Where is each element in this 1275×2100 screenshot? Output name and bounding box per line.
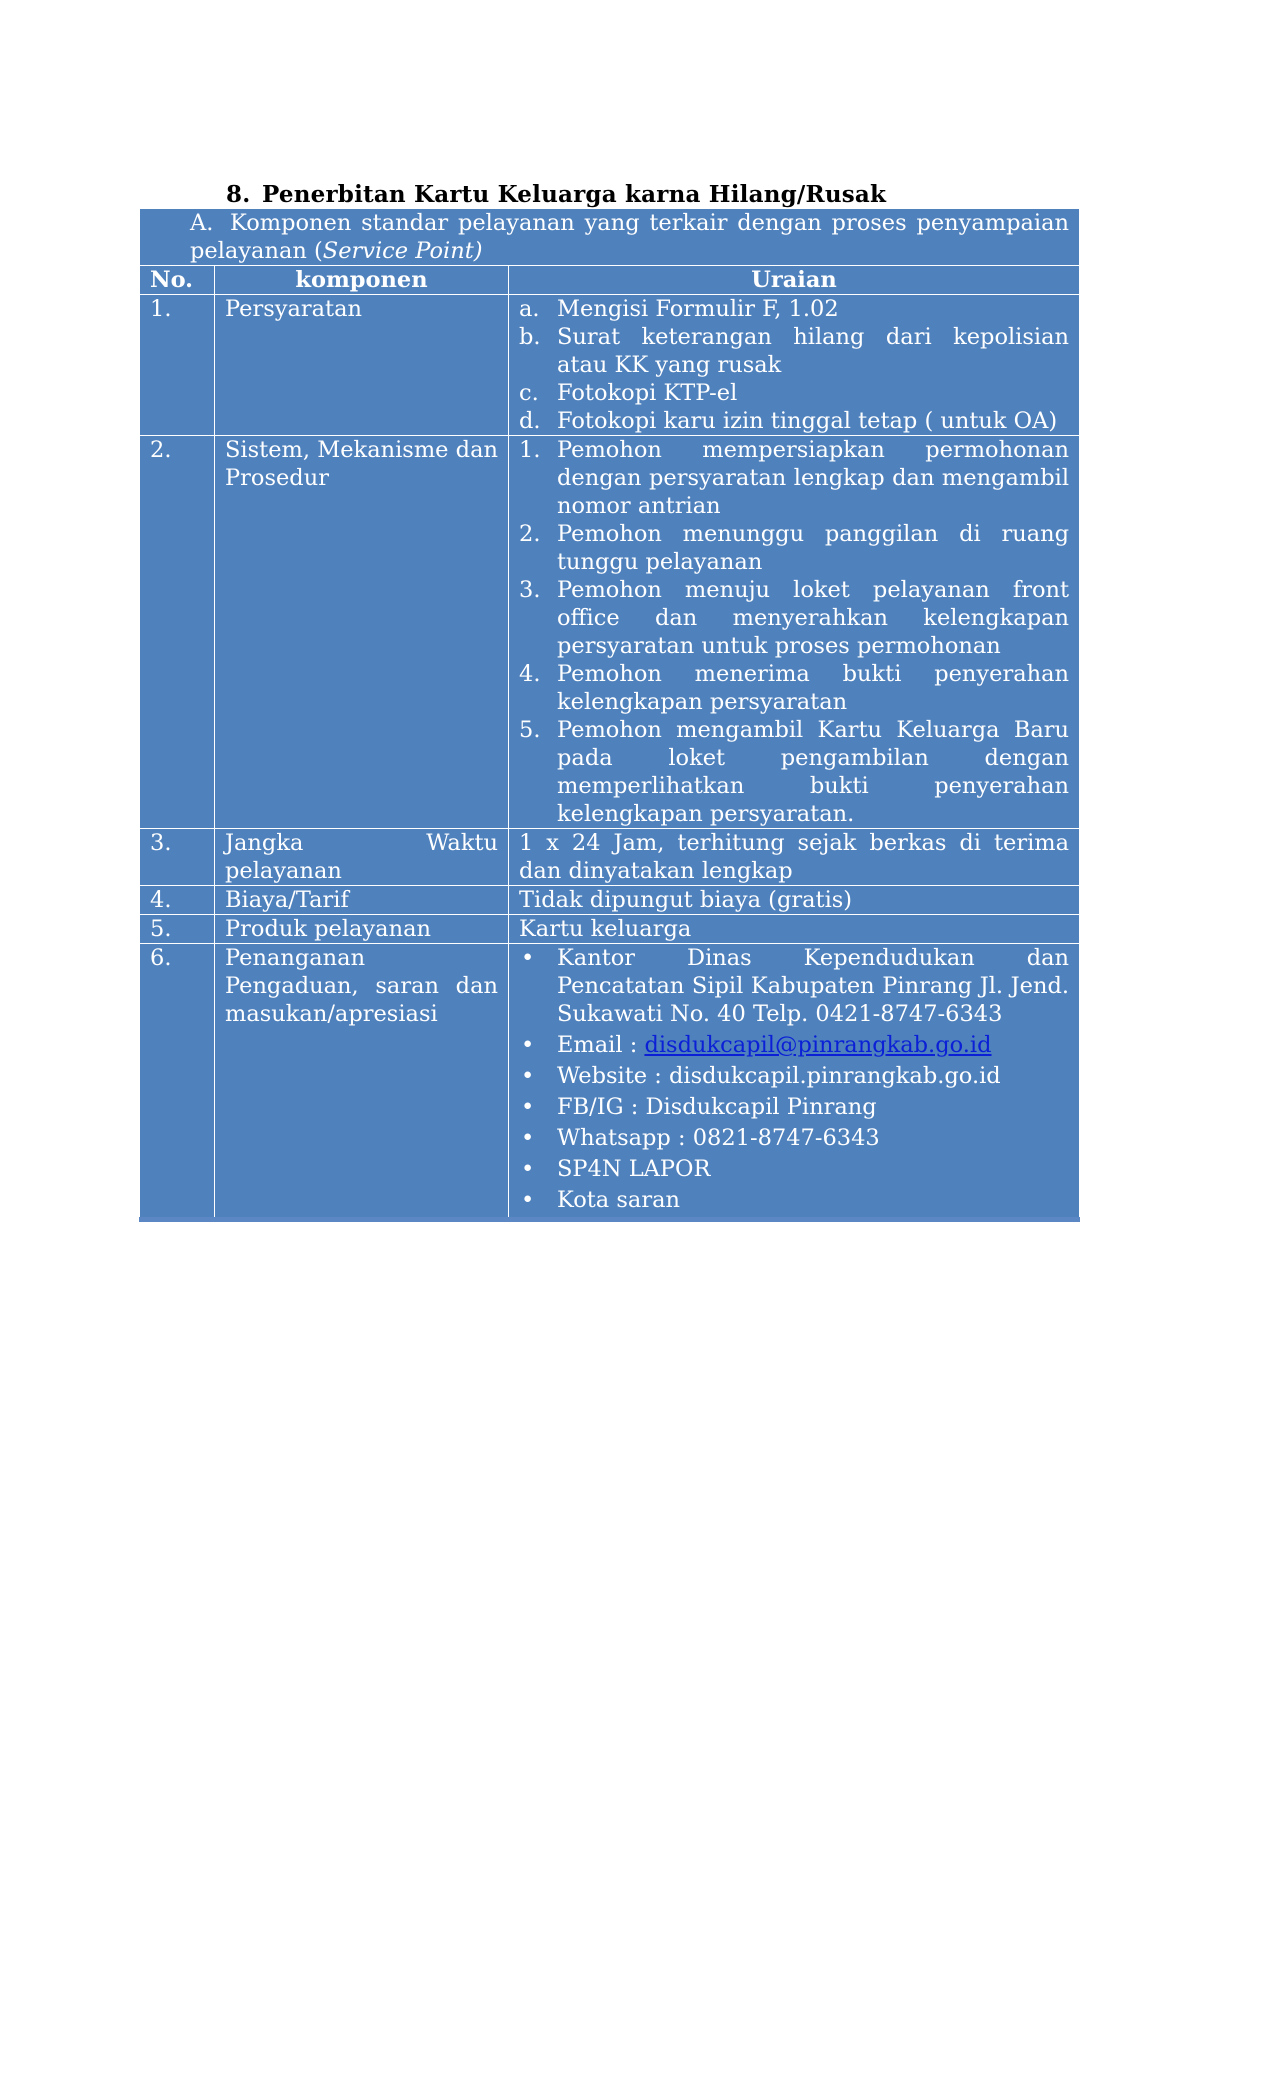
- banner-italic: Service Point): [322, 238, 483, 264]
- table-row: [140, 944, 1080, 1220]
- procedure-list: [519, 436, 1069, 828]
- list-item: [519, 1186, 1069, 1214]
- list-text: Pemohon mempersiapkan permohonan dengan persyaratan lengkap dan mengambil nomor antrian: [557, 437, 1070, 519]
- list-item: [519, 436, 1069, 520]
- row-number: 4.: [140, 886, 215, 915]
- table-row: [140, 886, 1080, 915]
- list-marker: d.: [519, 408, 541, 434]
- list-text: SP4N LAPOR: [557, 1156, 711, 1182]
- list-item: [519, 716, 1069, 828]
- list-text: Pemohon menunggu panggilan di ruang tunggu pelayanan: [557, 521, 1070, 575]
- list-text: Pemohon mengambil Kartu Keluarga Baru pada loket pengambilan dengan memperlihatkan bukti penyerahan kelengkapan persyaratan.: [557, 717, 1070, 827]
- table-banner: [140, 209, 1080, 266]
- list-text: Surat keterangan hilang dari kepolisian atau KK yang rusak: [557, 324, 1070, 378]
- list-marker: 5.: [519, 717, 541, 743]
- bullet-icon: •: [521, 1032, 535, 1058]
- list-text: Pemohon menerima bukti penyerahan kelengkapan persyaratan: [557, 661, 1070, 715]
- section-title: Penerbitan Kartu Keluarga karna Hilang/Rusak: [262, 181, 887, 208]
- email-link[interactable]: disdukcapil@pinrangkab.go.id: [644, 1032, 992, 1058]
- row-komponen: Biaya/Tarif: [215, 886, 509, 915]
- list-text: Pemohon menuju loket pelayanan front office dan menyerahkan kelengkapan persyaratan untuk proses permohonan: [557, 577, 1070, 659]
- service-standard-table: [139, 208, 1080, 1222]
- table-row: [140, 829, 1080, 886]
- bullet-icon: •: [521, 1125, 535, 1151]
- bullet-icon: •: [521, 1156, 535, 1182]
- list-item: [519, 295, 1069, 323]
- banner-text: Komponen standar pelayanan yang terkair dengan proses penyampaian pelayanan (: [190, 210, 1070, 264]
- list-marker: 3.: [519, 577, 541, 603]
- list-text: Fotokopi KTP-el: [557, 380, 738, 406]
- list-item: [519, 1155, 1069, 1183]
- row-number: 1.: [140, 295, 215, 436]
- list-item: [519, 944, 1069, 1028]
- complaint-channel-list: [519, 944, 1069, 1214]
- table-row: [140, 295, 1080, 436]
- list-item: [519, 1062, 1069, 1090]
- bullet-icon: •: [521, 1187, 535, 1213]
- header-no: No.: [140, 266, 215, 295]
- list-item: [519, 323, 1069, 379]
- list-marker: a.: [519, 296, 540, 322]
- list-marker: 1.: [519, 437, 541, 463]
- row-number: 5.: [140, 915, 215, 944]
- list-item: [519, 1031, 1069, 1059]
- header-uraian: Uraian: [509, 266, 1080, 295]
- list-text: Kantor Dinas Kependudukan dan Pencatatan Sipil Kabupaten Pinrang Jl. Jend. Sukawati No. 40 Telp. 0421-8747-6343: [557, 945, 1070, 1027]
- list-item: [519, 407, 1069, 435]
- table-row: [140, 436, 1080, 829]
- row-komponen: Penanganan Pengaduan, saran dan masukan/apresiasi: [215, 944, 509, 1220]
- list-item: [519, 1124, 1069, 1152]
- list-item: [519, 576, 1069, 660]
- requirements-list: [519, 295, 1069, 435]
- list-text: Fotokopi karu izin tinggal tetap ( untuk OA): [557, 408, 1058, 434]
- list-item: [519, 1093, 1069, 1121]
- row-komponen: Produk pelayanan: [215, 915, 509, 944]
- row-number: 3.: [140, 829, 215, 886]
- row-komponen: Persyaratan: [215, 295, 509, 436]
- row-number: 2.: [140, 436, 215, 829]
- list-text: Mengisi Formulir F, 1.02: [557, 296, 839, 322]
- table-banner-row: [140, 209, 1080, 266]
- list-marker: 4.: [519, 661, 541, 687]
- bullet-icon: •: [521, 945, 535, 971]
- list-item: [519, 379, 1069, 407]
- list-text: Website : disdukcapil.pinrangkab.go.id: [557, 1063, 1001, 1089]
- komponen-line: pelayanan: [225, 858, 342, 884]
- row-uraian: 1 x 24 Jam, terhitung sejak berkas di terima dan dinyatakan lengkap: [509, 829, 1080, 886]
- list-text: Kota saran: [557, 1187, 680, 1213]
- row-number: 6.: [140, 944, 215, 1220]
- row-uraian: [509, 295, 1080, 436]
- table-header-row: [140, 266, 1080, 295]
- list-marker: c.: [519, 380, 539, 406]
- table-row: [140, 915, 1080, 944]
- bullet-icon: •: [521, 1063, 535, 1089]
- row-uraian: Kartu keluarga: [509, 915, 1080, 944]
- row-komponen: Sistem, Mekanisme dan Prosedur: [215, 436, 509, 829]
- list-marker: 2.: [519, 521, 541, 547]
- list-text: Whatsapp : 0821-8747-6343: [557, 1125, 880, 1151]
- komponen-line: Jangka Waktu: [225, 830, 498, 856]
- banner-letter: A.: [190, 210, 214, 236]
- list-item: [519, 660, 1069, 716]
- list-marker: b.: [519, 324, 541, 350]
- bullet-icon: •: [521, 1094, 535, 1120]
- row-komponen: [215, 829, 509, 886]
- header-komponen: komponen: [215, 266, 509, 295]
- row-uraian: Tidak dipungut biaya (gratis): [509, 886, 1080, 915]
- row-uraian: [509, 436, 1080, 829]
- section-number: 8.: [226, 181, 251, 208]
- email-label: Email :: [557, 1032, 645, 1058]
- list-text: FB/IG : Disdukcapil Pinrang: [557, 1094, 877, 1120]
- row-uraian: [509, 944, 1080, 1220]
- list-item: [519, 520, 1069, 576]
- section-heading: [226, 181, 886, 208]
